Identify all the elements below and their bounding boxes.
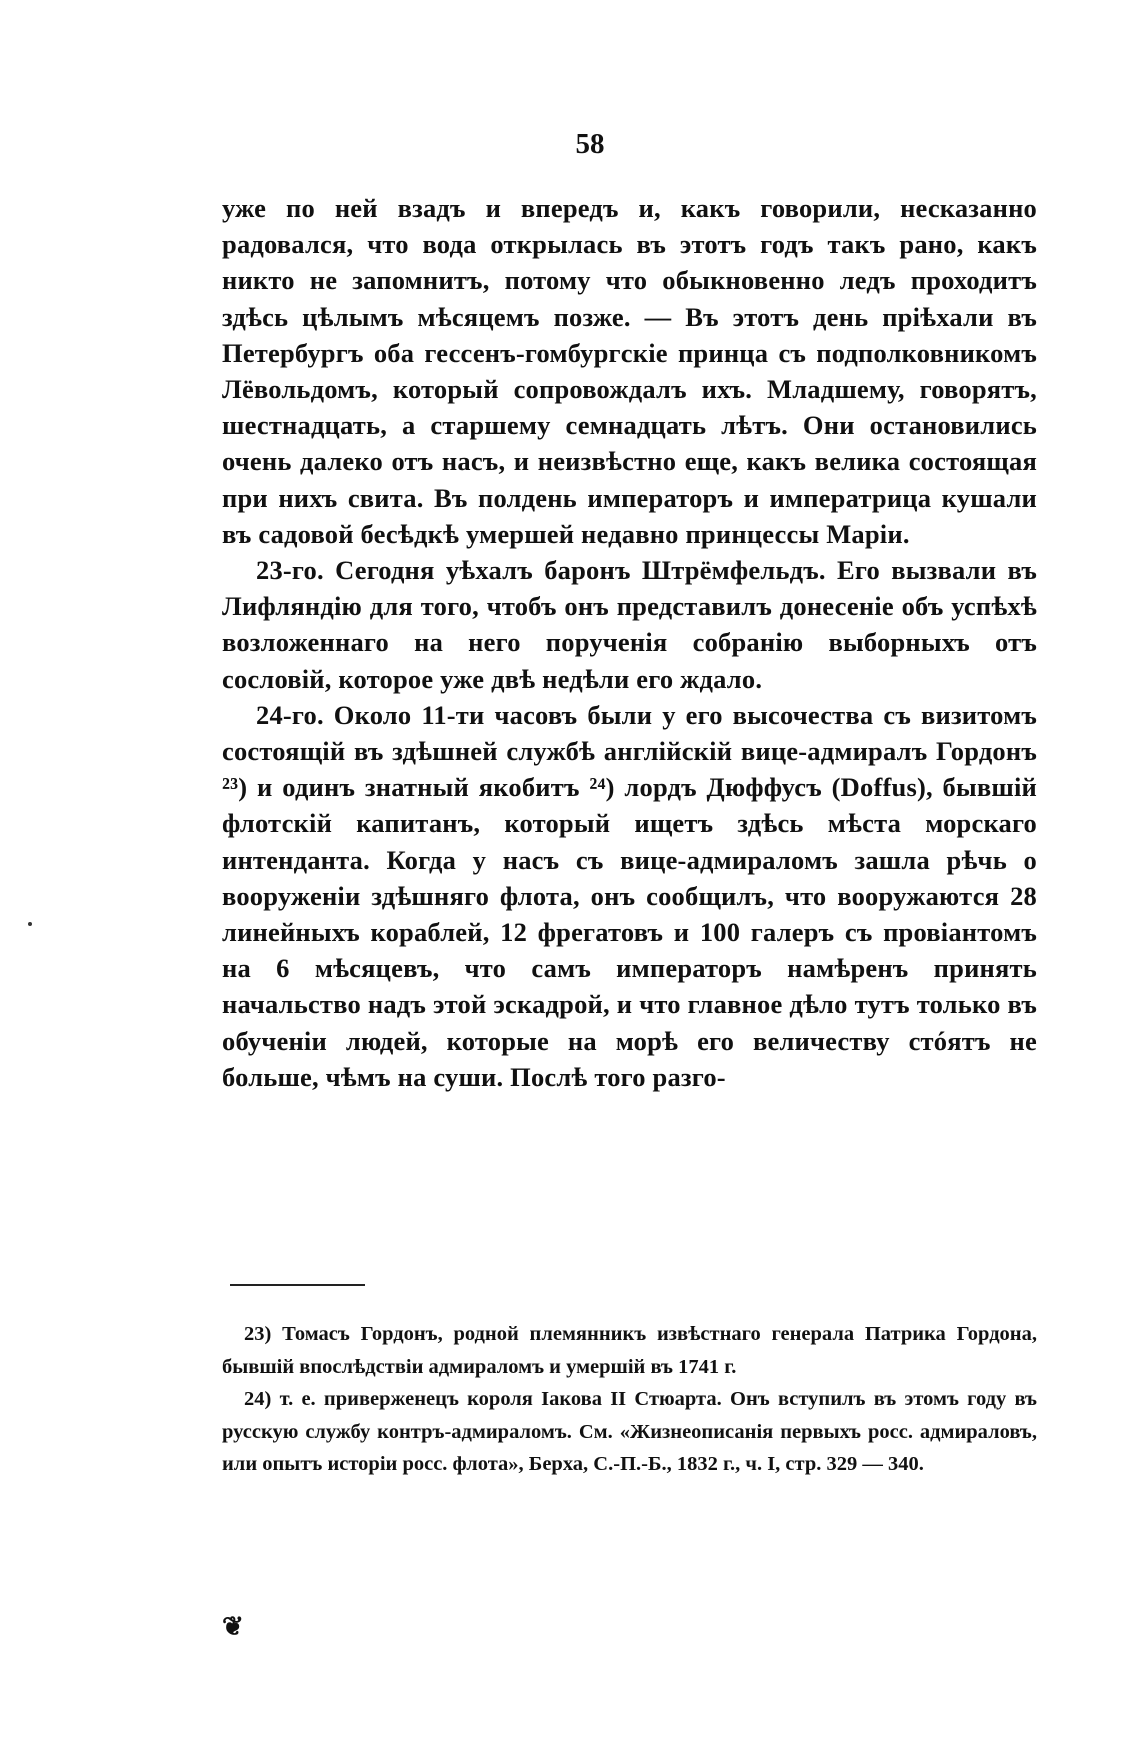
main-text bbox=[222, 190, 1037, 1095]
paragraph-3: 24-го. Около 11-ти часовъ были у его высочества съ визитомъ состоящій въ здѣшней службѣ англійскій вице-адмиралъ Гордонъ ²³) и одинъ знатный якобитъ ²⁴) лордъ Дюффусъ (Doffus), бывшій флотскій капитанъ, который ищетъ здѣсь мѣста морскаго интенданта. Когда у насъ съ вице-адмираломъ зашла рѣчь о вооруженіи здѣшняго флота, онъ сообщилъ, что вооружаются 28 линейныхъ кораблей, 12 фрегатовъ и 100 галеръ съ провіантомъ на 6 мѣсяцевъ, что самъ императоръ намѣренъ принять начальство надъ этой эскадрой, и что главное дѣло тутъ только въ обученіи людей, которые на морѣ его величеству стóятъ не больше, чѣмъ на суши. Послѣ того разго- bbox=[222, 699, 1037, 1092]
page-number: 58 bbox=[575, 128, 605, 160]
footnote-24: 24) т. е. приверженецъ короля Іакова II Стюарта. Онъ вступилъ въ этомъ году въ русскую службу контръ-адмираломъ. См. «Жизнеописанія первыхъ росс. адмираловъ, или опытъ исторіи росс. флота», Берха, С.-П.-Б., 1832 г., ч. I, стр. 329 — 340. bbox=[222, 1388, 1037, 1476]
printer-mark: ❦ bbox=[222, 1612, 244, 1641]
footnote-divider bbox=[230, 1284, 365, 1286]
footnote-23: 23) Томасъ Гордонъ, родной племянникъ извѣстнаго генерала Патрика Гордона, бывшій впослѣдствіи адмираломъ и умершій въ 1741 г. bbox=[222, 1323, 1037, 1378]
paragraph-2: 23-го. Сегодня уѣхалъ баронъ Штрёмфельдъ. Его вызвали въ Лифляндію для того, чтобъ онъ представилъ донесеніе объ успѣхѣ возложеннаго на него порученія собранію выборныхъ отъ сословій, которое уже двѣ недѣли его ждало. bbox=[222, 555, 1037, 694]
footnotes bbox=[222, 1318, 1037, 1481]
margin-speck bbox=[28, 922, 32, 926]
paragraph-1: уже по ней взадъ и впередъ и, какъ говорили, несказанно радовался, что вода открылась въ этотъ годъ такъ рано, какъ никто не запомнитъ, потому что обыкновенно ледъ проходитъ здѣсь цѣлымъ мѣсяцемъ позже. — Въ этотъ день пріѣхали въ Петербургъ оба гессенъ-гомбургскіе принца съ подполковникомъ Лёвольдомъ, который сопровождалъ ихъ. Младшему, говорятъ, шестнадцать, а старшему семнадцать лѣтъ. Они остановились очень далеко отъ насъ, и неизвѣстно еще, какъ велика состоящая при нихъ свита. Въ полдень императоръ и императрица кушали въ садовой бесѣдкѣ умершей недавно принцессы Маріи. bbox=[222, 193, 1037, 549]
